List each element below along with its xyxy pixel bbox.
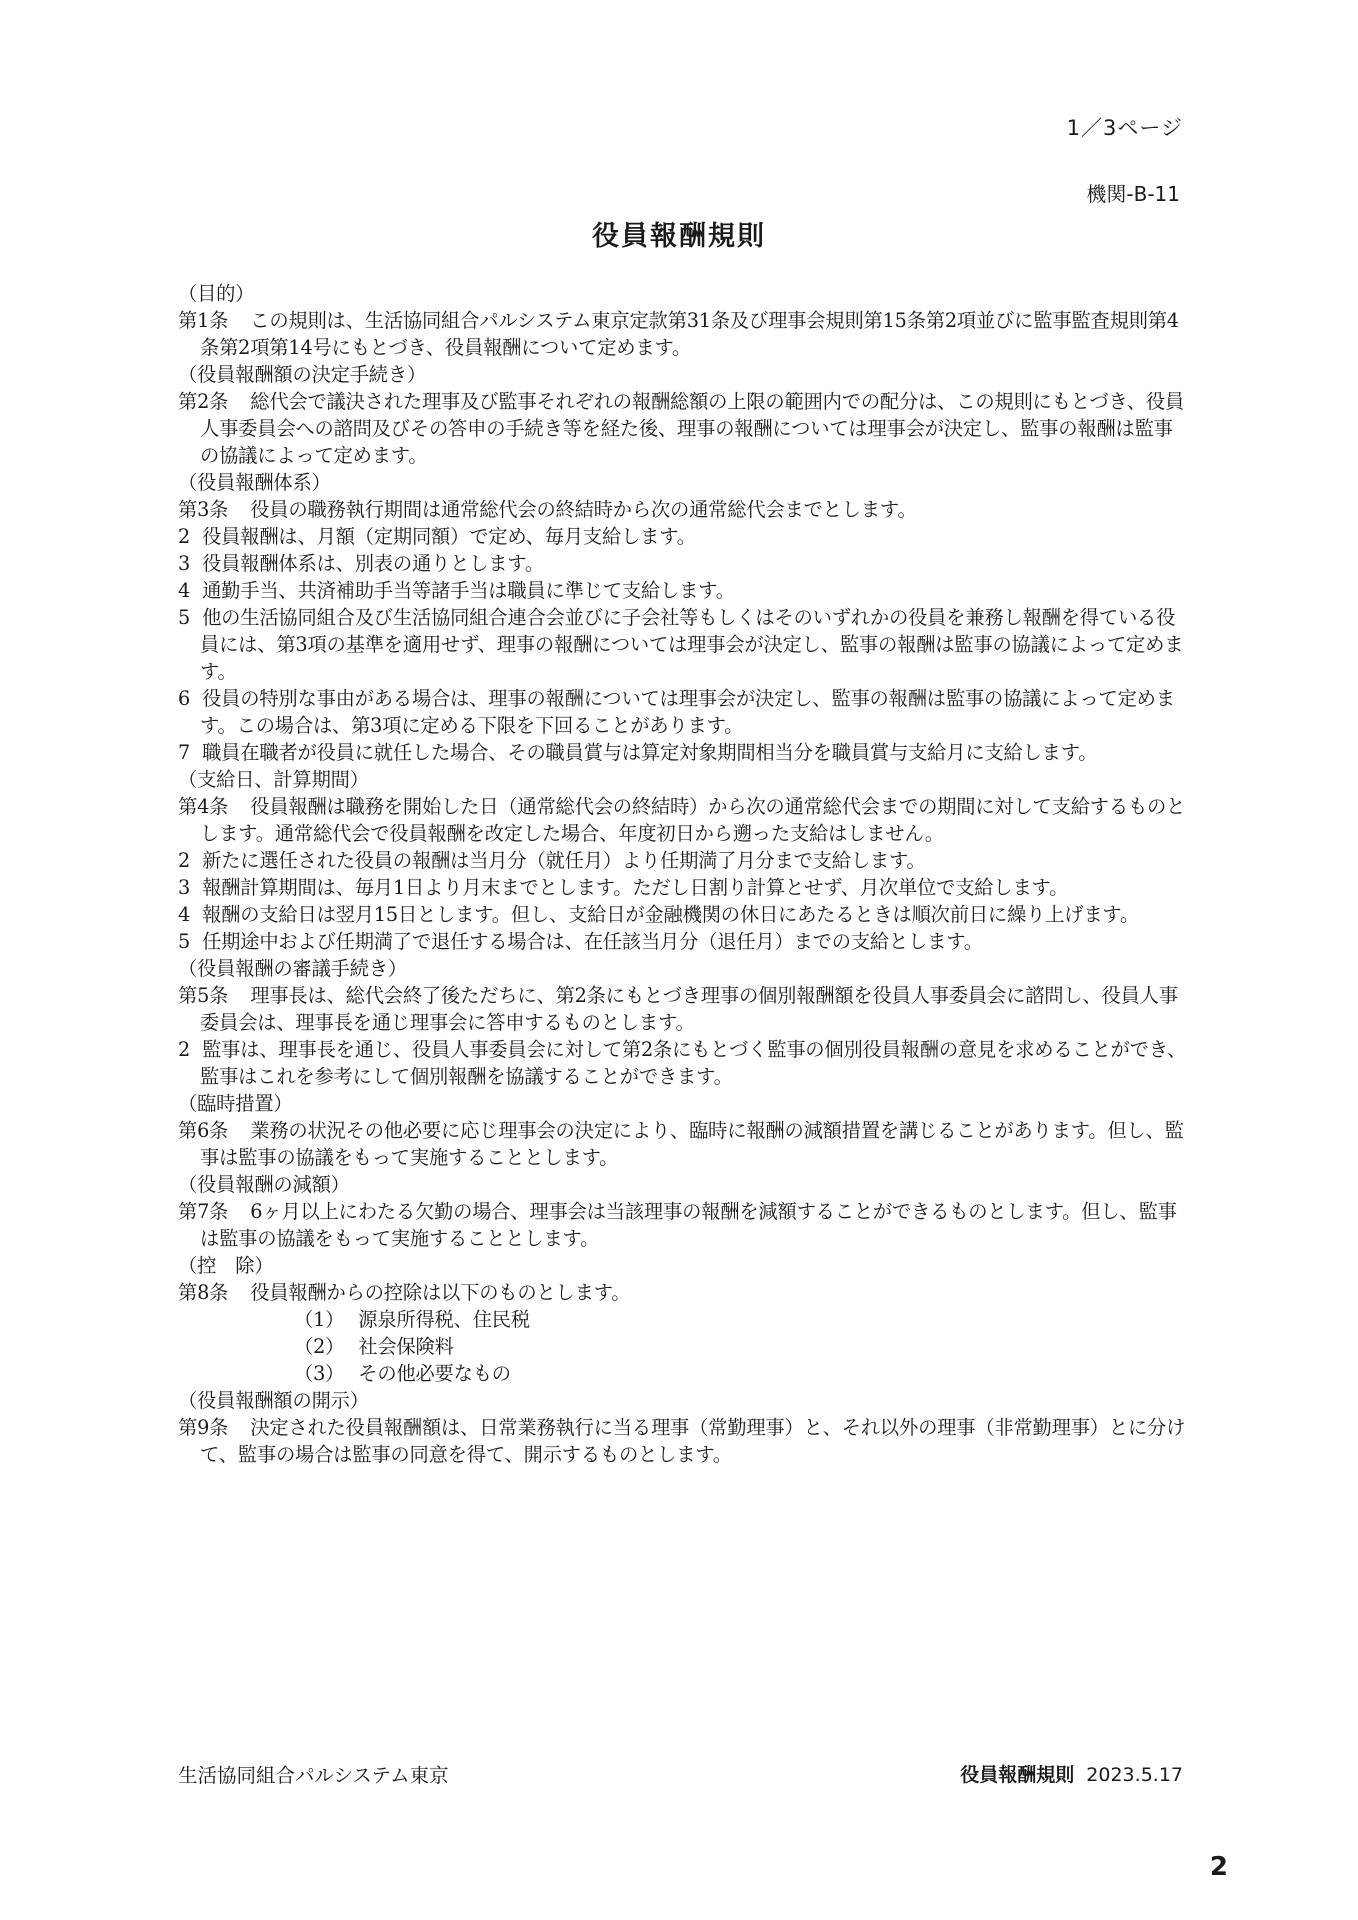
article-paragraph: [178, 1414, 1190, 1468]
item-number: 2: [178, 525, 191, 548]
article-number: 第2条: [178, 390, 229, 413]
article-text: 6ヶ月以上にわたる欠勤の場合、理事会は当該理事の報酬を減額することができるものとします。但し、監事は監事の協議をもって実施することとします。: [200, 1200, 1177, 1250]
item-number: 5: [178, 606, 191, 629]
section-heading: （役員報酬額の決定手続き）: [178, 363, 427, 386]
item-number: 2: [178, 849, 191, 872]
article-paragraph: [178, 793, 1190, 847]
item-number: （2）: [294, 1335, 345, 1358]
section-heading: （臨時措置）: [178, 1092, 293, 1115]
list-item: [178, 1360, 1190, 1387]
article-text: 職員在職者が役員に就任した場合、その職員賞与は算定対象期間相当分を職員賞与支給月に支給します。: [202, 741, 1098, 764]
item-number: （1）: [294, 1308, 345, 1331]
item-number: 5: [178, 930, 191, 953]
footer-document-info: [960, 1760, 1183, 1787]
item-number: 4: [178, 903, 191, 926]
article-paragraph: [178, 388, 1190, 469]
item-number: 6: [178, 687, 191, 710]
article-text: 他の生活協同組合及び生活協同組合連合会並びに子会社等もしくはそのいずれかの役員を兼務し報酬を得ている役員には、第3項の基準を適用せず、理事の報酬については理事会が決定し、監事の報酬は監事の協議によって定めます。: [200, 606, 1184, 683]
article-paragraph: [178, 496, 1190, 523]
footer-date: 2023.5.17: [1086, 1764, 1183, 1786]
list-item: [178, 1306, 1190, 1333]
article-text: 任期途中および任期満了で退任する場合は、在任該当月分（退任月）までの支給とします。: [202, 930, 983, 953]
article-text: 役員報酬は、月額（定期同額）で定め、毎月支給します。: [202, 525, 696, 548]
section-heading: （役員報酬体系）: [178, 471, 331, 494]
article-text: 役員の職務執行期間は通常総代会の終結時から次の通常総代会までとします。: [250, 498, 917, 521]
item-number: （3）: [294, 1362, 345, 1385]
document-code: 機関-B-11: [1086, 182, 1180, 206]
article-text: その他必要なもの: [358, 1362, 511, 1385]
article-number: 第4条: [178, 795, 229, 818]
sub-paragraph: [178, 928, 1190, 955]
article-text: この規則は、生活協同組合パルシステム東京定款第31条及び理事会規則第15条第2項並びに監事監査規則第4条第2項第14号にもとづき、役員報酬について定めます。: [200, 309, 1179, 359]
article-number: 第1条: [178, 309, 229, 332]
sub-paragraph: [178, 1036, 1190, 1090]
article-text: 監事は、理事長を通じ、役員人事委員会に対して第2条にもとづく監事の個別役員報酬の意見を求めることができ、監事はこれを参考にして個別報酬を協議することができます。: [200, 1038, 1187, 1088]
article-paragraph: [178, 982, 1190, 1036]
article-text: 新たに選任された役員の報酬は当月分（就任月）より任期満了月分まで支給します。: [202, 849, 926, 872]
article-paragraph: [178, 1117, 1190, 1171]
item-number: 3: [178, 876, 191, 899]
sub-paragraph: [178, 523, 1190, 550]
list-item: [178, 1333, 1190, 1360]
section-heading: （役員報酬額の開示）: [178, 1389, 369, 1412]
item-number: 7: [178, 741, 191, 764]
section-heading: （役員報酬の減額）: [178, 1173, 350, 1196]
article-text: 総代会で議決された理事及び監事それぞれの報酬総額の上限の範囲内での配分は、この規則にもとづき、役員人事委員会への諮問及びその答申の手続き等を経た後、理事の報酬については理事会が決定し、監事の報酬は監事の協議によって定めます。: [200, 390, 1185, 467]
article-text: 役員報酬体系は、別表の通りとします。: [202, 552, 544, 575]
section-heading: （控 除）: [178, 1254, 274, 1277]
article-number: 第5条: [178, 984, 229, 1007]
article-text: 役員報酬は職務を開始した日（通常総代会の終結時）から次の通常総代会までの期間に対して支給するものとします。通常総代会で役員報酬を改定した場合、年度初日から遡った支給はしません。: [200, 795, 1186, 845]
sub-paragraph: [178, 550, 1190, 577]
article-number: 第9条: [178, 1416, 229, 1439]
sub-paragraph: [178, 847, 1190, 874]
article-number: 第7条: [178, 1200, 229, 1223]
article-number: 第6条: [178, 1119, 229, 1142]
sub-paragraph: [178, 739, 1190, 766]
article-text: 源泉所得税、住民税: [358, 1308, 530, 1331]
article-number: 第8条: [178, 1281, 229, 1304]
article-text: 報酬計算期間は、毎月1日より月末までとします。ただし日割り計算とせず、月次単位で支給します。: [202, 876, 1069, 899]
page-number: 2: [1209, 1852, 1228, 1882]
item-number: 2: [178, 1038, 191, 1061]
article-text: 決定された役員報酬額は、日常業務執行に当る理事（常勤理事）と、それ以外の理事（非常勤理事）とに分けて、監事の場合は監事の同意を得て、開示するものとします。: [200, 1416, 1186, 1466]
article-paragraph: [178, 1279, 1190, 1306]
sub-paragraph: [178, 577, 1190, 604]
item-number: 3: [178, 552, 191, 575]
footer-organization: 生活協同組合パルシステム東京: [178, 1764, 449, 1787]
article-text: 通勤手当、共済補助手当等諸手当は職員に準じて支給します。: [202, 579, 735, 602]
article-text: 業務の状況その他必要に応じ理事会の決定により、臨時に報酬の減額措置を講じることがあります。但し、監事は監事の協議をもって実施することとします。: [200, 1119, 1184, 1169]
sub-paragraph: [178, 604, 1190, 685]
article-number: 第3条: [178, 498, 229, 521]
section-heading: （目的）: [178, 282, 255, 305]
sub-paragraph: [178, 685, 1190, 739]
section-heading: （役員報酬の審議手続き）: [178, 957, 407, 980]
article-text: 役員報酬からの控除は以下のものとします。: [250, 1281, 631, 1304]
article-text: 社会保険料: [358, 1335, 454, 1358]
article-text: 役員の特別な事由がある場合は、理事の報酬については理事会が決定し、監事の報酬は監事の協議によって定めます。この場合は、第3項に定める下限を下回ることがあります。: [200, 687, 1175, 737]
article-text: 報酬の支給日は翌月15日とします。但し、支給日が金融機関の休日にあたるときは順次前日に繰り上げます。: [202, 903, 1140, 926]
page-title: 役員報酬規則: [592, 221, 766, 252]
article-text: 理事長は、総代会終了後ただちに、第2条にもとづき理事の個別報酬額を役員人事委員会に諮問し、役員人事委員会は、理事長を通じ理事会に答申するものとします。: [200, 984, 1178, 1034]
article-paragraph: [178, 307, 1190, 361]
item-number: 4: [178, 579, 191, 602]
section-heading: （支給日、計算期間）: [178, 768, 369, 791]
article-paragraph: [178, 1198, 1190, 1252]
page-label: 1／3ページ: [1066, 116, 1183, 140]
footer-document-title: 役員報酬規則: [960, 1764, 1075, 1786]
document-body: [178, 280, 1190, 1468]
sub-paragraph: [178, 901, 1190, 928]
sub-paragraph: [178, 874, 1190, 901]
